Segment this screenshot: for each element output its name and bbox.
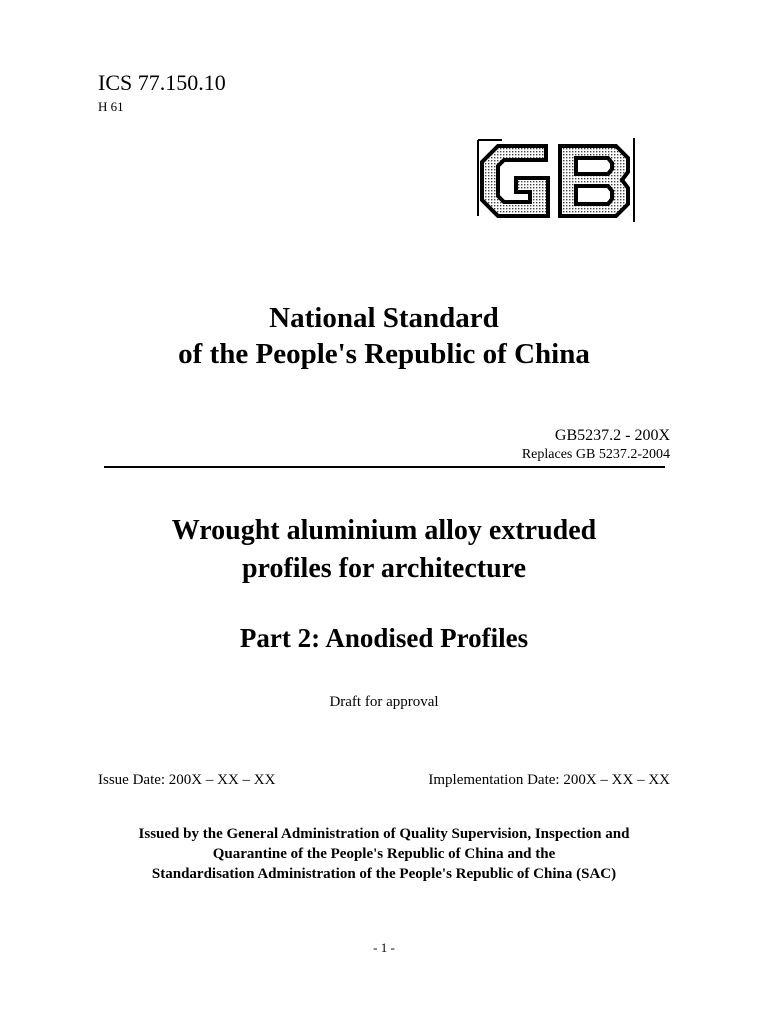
implementation-date: Implementation Date: 200X – XX – XX — [428, 772, 670, 788]
standard-heading-line-2: of the People's Republic of China — [178, 338, 590, 370]
ccs-code: H 61 — [98, 99, 124, 114]
replaces-note: Replaces GB 5237.2-2004 — [521, 447, 670, 462]
issuing-authority — [0, 824, 768, 884]
horizontal-rule — [104, 466, 665, 468]
draft-status: Draft for approval — [329, 694, 439, 710]
standard-heading — [0, 300, 768, 372]
document-title — [0, 512, 768, 588]
page-number: - 1 - — [373, 940, 395, 955]
issuer-line-2: Quarantine of the People's Republic of China and the — [212, 846, 556, 862]
document-title-line-1: Wrought aluminium alloy extruded — [171, 515, 597, 546]
document-title-line-2: profiles for architecture — [241, 553, 527, 584]
issue-date: Issue Date: 200X – XX – XX — [98, 772, 276, 788]
gb-logo — [476, 136, 638, 224]
issuer-line-3: Standardisation Administration of the People's Republic of China (SAC) — [151, 866, 617, 882]
part-title: Part 2: Anodised Profiles — [239, 623, 529, 653]
standard-heading-line-1: National Standard — [269, 302, 499, 334]
ics-code: ICS 77.150.10 — [98, 70, 226, 95]
standard-number: GB5237.2 - 200X — [554, 427, 670, 444]
issuer-line-1: Issued by the General Administration of Quality Supervision, Inspection and — [138, 826, 630, 842]
